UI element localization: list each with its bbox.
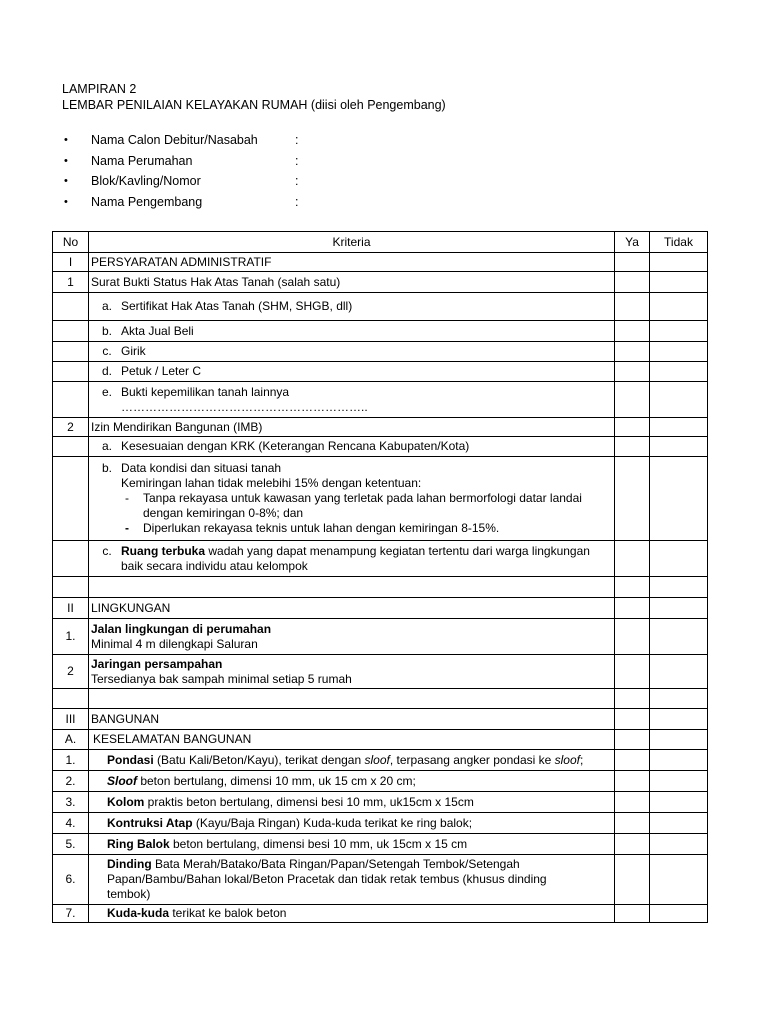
info-separator: : — [295, 153, 299, 168]
item-number — [53, 382, 89, 418]
fill-in-line: …………………………………………………….. — [121, 399, 368, 414]
criteria-cell: Ring Balok beton bertulang, dimensi besi 10 mm, uk 15cm x 15 cm — [89, 834, 615, 855]
criteria-cell: Pondasi (Batu Kali/Beton/Kayu), terikat dengan sloof, terpasang angker pondasi ke sloof; — [89, 750, 615, 771]
tidak-cell[interactable] — [650, 457, 708, 541]
ya-cell[interactable] — [615, 750, 650, 771]
table-row — [53, 362, 708, 382]
ya-cell[interactable] — [615, 362, 650, 382]
criteria-cell — [89, 541, 615, 577]
item-desc: Minimal 4 m dilengkapi Saluran — [91, 636, 258, 651]
table-row — [53, 905, 708, 923]
sub-text: dengan kemiringan 0-8%; dan — [143, 506, 304, 520]
ya-cell[interactable] — [615, 905, 650, 923]
table-row — [53, 750, 708, 771]
section-row — [53, 253, 708, 272]
tidak-cell[interactable] — [650, 362, 708, 382]
table-row — [53, 418, 708, 437]
ya-cell[interactable] — [615, 418, 650, 437]
ya-cell[interactable] — [615, 598, 650, 619]
item-number: 1 — [53, 272, 89, 293]
info-label: Nama Perumahan — [91, 153, 193, 168]
item-number: 4. — [53, 813, 89, 834]
item-number: 1. — [53, 619, 89, 655]
table-row — [53, 342, 708, 362]
section-title: PERSYARATAN ADMINISTRATIF — [89, 253, 615, 272]
sub-letter: b. — [101, 323, 112, 338]
sub-text: Data kondisi dan situasi tanah — [121, 461, 282, 475]
section-row — [53, 598, 708, 619]
table-row — [53, 272, 708, 293]
item-number: 7. — [53, 905, 89, 923]
info-item — [64, 130, 364, 151]
tidak-cell[interactable] — [650, 619, 708, 655]
item-number: 2 — [53, 418, 89, 437]
tidak-cell[interactable] — [650, 382, 708, 418]
item-number — [53, 342, 89, 362]
table-row — [53, 834, 708, 855]
table-row — [53, 457, 708, 541]
sub-letter: c. — [102, 543, 112, 558]
sub-letter: d. — [101, 364, 112, 378]
spacer-row — [53, 689, 708, 709]
tidak-cell[interactable] — [650, 709, 708, 730]
criteria-cell: Dinding Bata Merah/Batako/Bata Ringan/Papan/Setengah Tembok/Setengah Papan/Bambu/Bahan lokal/Beton Pracetak dan tidak retak tembus (khusus dinding tembok) — [89, 855, 615, 905]
tidak-cell[interactable] — [650, 771, 708, 792]
tidak-cell[interactable] — [650, 689, 708, 709]
info-separator: : — [295, 174, 299, 189]
header-kriteria: Kriteria — [89, 232, 615, 253]
table-row — [53, 437, 708, 457]
ya-cell[interactable] — [615, 577, 650, 598]
item-title: Surat Bukti Status Hak Atas Tanah (salah satu) — [89, 272, 615, 293]
subsection-row — [53, 730, 708, 750]
bullet-icon: • — [64, 133, 68, 146]
table-row — [53, 813, 708, 834]
ya-cell[interactable] — [615, 619, 650, 655]
tidak-cell[interactable] — [650, 813, 708, 834]
item-number — [53, 321, 89, 342]
info-label: Nama Pengembang — [91, 195, 203, 210]
tidak-cell[interactable] — [650, 272, 708, 293]
ya-cell[interactable] — [615, 709, 650, 730]
table-row — [53, 382, 708, 418]
tidak-cell[interactable] — [650, 655, 708, 689]
header-tidak: Tidak — [650, 232, 708, 253]
sub-text: wadah yang dapat menampung kegiatan tertentu dari warga lingkungan — [205, 543, 590, 558]
sub-text: baik secara individu atau kelompok — [121, 558, 308, 573]
criteria-cell — [89, 362, 615, 382]
tidak-cell[interactable] — [650, 437, 708, 457]
item-number: 2. — [53, 771, 89, 792]
tidak-cell[interactable] — [650, 598, 708, 619]
criteria-cell — [89, 342, 615, 362]
table-row — [53, 541, 708, 577]
criteria-cell — [89, 293, 615, 321]
header-no: No — [53, 232, 89, 253]
ya-cell[interactable] — [615, 855, 650, 905]
tidak-cell[interactable] — [650, 577, 708, 598]
table-row — [53, 655, 708, 689]
bullet-icon: • — [64, 154, 68, 167]
table-row — [53, 855, 708, 905]
table-row — [53, 771, 708, 792]
criteria-cell: Kuda-kuda terikat ke balok beton — [89, 905, 615, 923]
criteria-cell — [89, 655, 615, 689]
sub-bold: Ruang terbuka — [121, 543, 206, 558]
appendix-title: LAMPIRAN 2 — [62, 82, 137, 96]
tidak-cell[interactable] — [650, 834, 708, 855]
section-row — [53, 709, 708, 730]
assessment-table — [52, 231, 708, 923]
sub-letter: a. — [101, 299, 112, 313]
ya-cell[interactable] — [615, 541, 650, 577]
item-number: 6. — [53, 855, 89, 905]
tidak-cell[interactable] — [650, 792, 708, 813]
item-number: 1. — [53, 750, 89, 771]
applicant-info-list — [64, 130, 364, 213]
info-label: Blok/Kavling/Nomor — [91, 174, 201, 189]
sub-letter: a. — [101, 439, 112, 453]
tidak-cell[interactable] — [650, 293, 708, 321]
tidak-cell[interactable] — [650, 342, 708, 362]
info-item — [64, 172, 364, 193]
ya-cell[interactable] — [615, 813, 650, 834]
ya-cell[interactable] — [615, 321, 650, 342]
item-number: 5. — [53, 834, 89, 855]
criteria-cell — [89, 457, 615, 541]
ya-cell[interactable] — [615, 655, 650, 689]
sub-letter: e. — [101, 384, 112, 399]
criteria-cell — [89, 619, 615, 655]
criteria-cell: Sloof beton bertulang, dimensi 10 mm, uk 15 cm x 20 cm; — [89, 771, 615, 792]
item-number — [53, 293, 89, 321]
bullet-icon: • — [64, 196, 68, 209]
section-title: BANGUNAN — [89, 709, 615, 730]
item-title: Izin Mendirikan Bangunan (IMB) — [89, 418, 615, 437]
sub-text: Tanpa rekayasa untuk kawasan yang terletak pada lahan bermorfologi datar landai — [143, 491, 582, 505]
info-label: Nama Calon Debitur/Nasabah — [91, 132, 258, 147]
info-item — [64, 151, 364, 172]
table-header-row — [53, 232, 708, 253]
header-ya: Ya — [615, 232, 650, 253]
ya-cell[interactable] — [615, 771, 650, 792]
bullet-icon: • — [64, 175, 68, 188]
tidak-cell[interactable] — [650, 855, 708, 905]
dash-marker: - — [125, 521, 129, 535]
form-title: LEMBAR PENILAIAN KELAYAKAN RUMAH (diisi oleh Pengembang) — [62, 98, 446, 112]
item-number — [53, 457, 89, 541]
sub-text: Kesesuaian dengan KRK (Keterangan Rencana Kabupaten/Kota) — [121, 439, 470, 453]
sub-letter: c. — [102, 344, 112, 358]
tidak-cell[interactable] — [650, 321, 708, 342]
criteria-cell — [89, 437, 615, 457]
item-number — [53, 437, 89, 457]
subsection-letter: A. — [53, 730, 89, 750]
info-item — [64, 192, 364, 213]
tidak-cell[interactable] — [650, 730, 708, 750]
tidak-cell[interactable] — [650, 253, 708, 272]
item-number: 3. — [53, 792, 89, 813]
ya-cell[interactable] — [615, 437, 650, 457]
section-title: LINGKUNGAN — [89, 598, 615, 619]
sub-text: Girik — [121, 344, 146, 358]
ya-cell[interactable] — [615, 382, 650, 418]
document-header — [62, 81, 446, 113]
sub-text: Kemiringan lahan tidak melebihi 15% dengan ketentuan: — [121, 476, 422, 490]
item-title: Jaringan persampahan — [91, 656, 223, 671]
info-separator: : — [295, 132, 299, 147]
spacer-row — [53, 577, 708, 598]
criteria-cell: Kontruksi Atap (Kayu/Baja Ringan) Kuda-kuda terikat ke ring balok; — [89, 813, 615, 834]
tidak-cell[interactable] — [650, 905, 708, 923]
criteria-cell — [89, 382, 615, 418]
table-row — [53, 619, 708, 655]
table-row — [53, 293, 708, 321]
section-number: III — [53, 709, 89, 730]
criteria-cell — [89, 321, 615, 342]
ya-cell[interactable] — [615, 342, 650, 362]
info-separator: : — [295, 195, 299, 210]
section-number: II — [53, 598, 89, 619]
tidak-cell[interactable] — [650, 418, 708, 437]
sub-text: Akta Jual Beli — [121, 323, 194, 338]
ya-cell[interactable] — [615, 792, 650, 813]
item-number — [53, 541, 89, 577]
ya-cell[interactable] — [615, 689, 650, 709]
table-row — [53, 321, 708, 342]
ya-cell[interactable] — [615, 730, 650, 750]
dash-marker: - — [125, 491, 129, 505]
item-title: Jalan lingkungan di perumahan — [91, 621, 272, 636]
section-number: I — [53, 253, 89, 272]
item-number — [53, 362, 89, 382]
tidak-cell[interactable] — [650, 750, 708, 771]
ya-cell[interactable] — [615, 834, 650, 855]
ya-cell[interactable] — [615, 272, 650, 293]
sub-text: Diperlukan rekayasa teknis untuk lahan dengan kemiringan 8-15%. — [143, 521, 500, 535]
ya-cell[interactable] — [615, 253, 650, 272]
item-desc: Tersedianya bak sampah minimal setiap 5 rumah — [91, 671, 352, 686]
sub-text: Sertifikat Hak Atas Tanah (SHM, SHGB, dll) — [121, 299, 353, 313]
sub-text: Petuk / Leter C — [121, 364, 202, 378]
item-number: 2 — [53, 655, 89, 689]
sub-letter: b. — [101, 461, 112, 475]
ya-cell[interactable] — [615, 293, 650, 321]
sub-text: Bukti kepemilikan tanah lainnya — [121, 384, 290, 399]
criteria-cell: Kolom praktis beton bertulang, dimensi besi 10 mm, uk15cm x 15cm — [89, 792, 615, 813]
subsection-title: KESELAMATAN BANGUNAN — [89, 730, 615, 750]
table-row — [53, 792, 708, 813]
tidak-cell[interactable] — [650, 541, 708, 577]
ya-cell[interactable] — [615, 457, 650, 541]
